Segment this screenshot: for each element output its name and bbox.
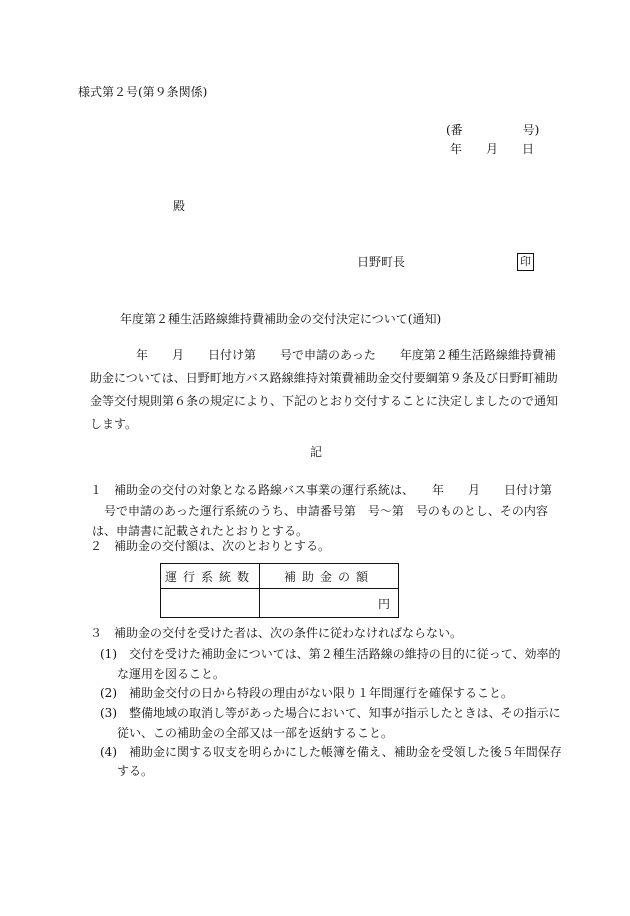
condition-line: (2) 補助金交付の日から特段の理由がない限り１年間運行を確保すること。 — [100, 686, 514, 700]
table-cell-routes — [161, 589, 260, 618]
table-header-amount: 補助金の額 — [260, 564, 399, 589]
item-line: １ 補助金の交付の対象となる路線バス事業の運行系統は、 年 月 日付け第 — [90, 483, 553, 497]
item-line: 号で申請のあった運行系統のうち、申請番号第 号～第 号のものとし、その内容 — [104, 504, 548, 518]
table-cell-amount: 円 — [260, 589, 399, 618]
addressee: 殿 — [173, 199, 186, 213]
table-header-routes: 運行系統数 — [161, 564, 260, 589]
seal-stamp: 印 — [517, 253, 534, 271]
item-3: ３ 補助金の交付を受けた者は、次の条件に従わなければならない。 — [90, 626, 463, 640]
body-line: 助金については、日野町地方バス路線維持対策費補助金交付要綱第９条及び日野町補助 — [90, 371, 558, 385]
condition-line: (1) 交付を受けた補助金については、第２種生活路線の維持の目的に従って、効率的 — [100, 647, 561, 661]
body-line: します。 — [90, 417, 138, 431]
item-line: は、申請書に記載されたとおりとする。 — [92, 524, 309, 538]
condition-line: (4) 補助金に関する収支を明らかにした帳簿を備え、補助金を受領した後５年間保存 — [100, 745, 562, 759]
document-title: 年度第２種生活路線維持費補助金の交付決定について(通知) — [120, 312, 442, 326]
ki-heading: 記 — [310, 445, 323, 459]
body-line: 金等交付規則第６条の規定により、下記のとおり交付することに決定しましたので通知 — [90, 394, 559, 408]
form-number: 様式第２号(第９条関係) — [78, 85, 208, 99]
sender-name: 日野町長 — [357, 255, 406, 269]
condition-line: する。 — [117, 764, 154, 778]
reference-number: (番 号) — [446, 123, 540, 137]
condition-line: (3) 整備地域の取消し等があった場合において、知事が指示したときは、その指示に — [100, 706, 561, 720]
body-line: 年 月 日付け第 号で申請のあった 年度第２種生活路線維持費補 — [136, 348, 556, 362]
condition-line: 従い、この補助金の全部又は一部を返納すること。 — [117, 726, 394, 740]
item-2: ２ 補助金の交付額は、次のとおりとする。 — [90, 539, 331, 553]
grant-amount-table — [160, 563, 399, 618]
condition-line: な運用を図ること。 — [117, 667, 226, 681]
issue-date: 年 月 日 — [450, 142, 535, 156]
